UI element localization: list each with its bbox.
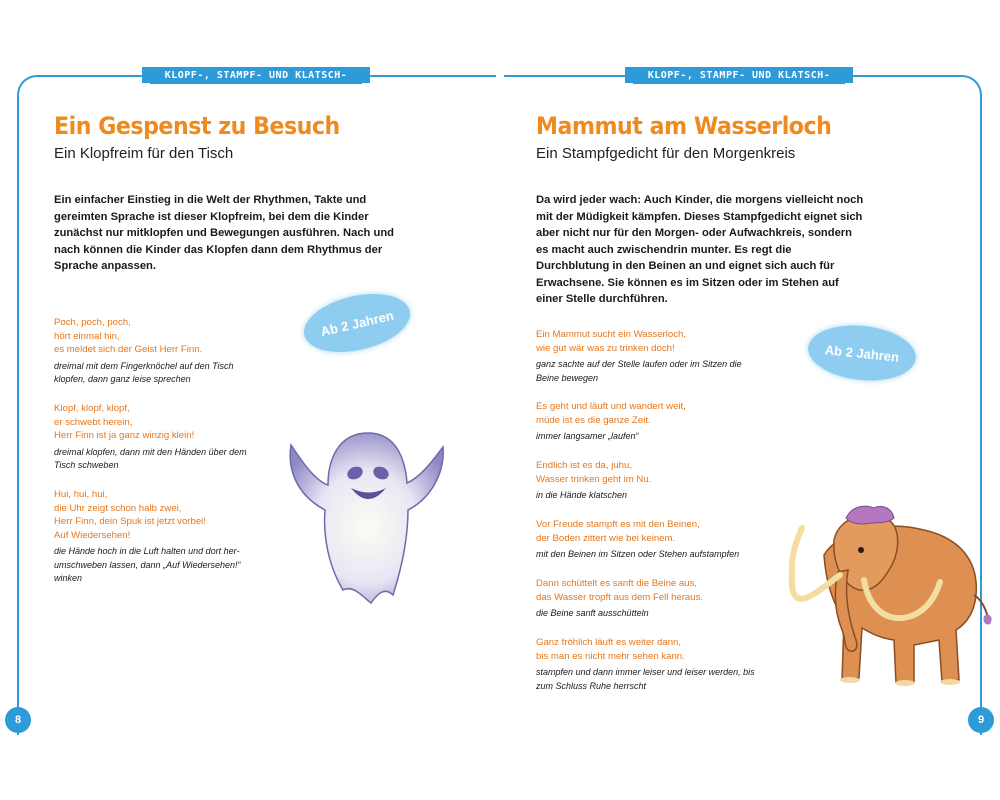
verse-line: Dann schüttelt es sanft die Beine aus,: [536, 578, 698, 589]
verse-line: Ganz fröhlich läuft es weiter dann,: [536, 637, 682, 648]
verse-line: er schwebt herein,: [54, 416, 133, 428]
page-title-left: Ein Gespenst zu Besuch: [54, 112, 340, 140]
page-title-right: Mammut am Wasserloch: [536, 112, 832, 140]
instruction-text: dreimal mit dem Fingerknöchel auf den Tisch klopfen, dann ganz leise sprechen: [54, 360, 234, 385]
mammoth-illustration: [764, 500, 994, 695]
intro-text-left: Ein einfacher Einstieg in die Welt der Rhythmen, Takte und gereimten Sprache ist dieser Klopfreim, bei dem die Kinder zunächst nur mitklopfen und Bewegungen ausführen. Nach und nach können die Kinder das Klopfen dann dem Rhythmus der Sprache anpassen.: [54, 194, 394, 272]
section-banner-right: KLOPF-, STAMPF- UND KLATSCH-IDEEN: [633, 67, 845, 84]
page-subtitle-left: Ein Klopfreim für den Tisch: [54, 145, 234, 162]
verse-line: Hui, hui, hui,: [54, 489, 108, 500]
verse-line: Vor Freude stampft es mit den Beinen,: [536, 519, 700, 530]
verse-line: Klopf, klopf, klopf,: [54, 403, 130, 414]
verse-line: wie gut wär was zu trinken doch!: [536, 342, 675, 354]
gutter: [496, 60, 504, 100]
verse-line: bis man es nicht mehr sehen kann.: [536, 650, 685, 662]
verse-lines: [536, 328, 756, 355]
page-number-right: 9: [968, 707, 994, 733]
age-badge-left: Ab 2 Jahren: [298, 285, 415, 362]
section-banner-left: KLOPF-, STAMPF- UND KLATSCH-IDEEN: [150, 67, 362, 84]
stanza-block: [536, 577, 756, 621]
verse-lines: [536, 636, 756, 663]
instruction-text: stampfen und dann immer leiser und leiser werden, bis zum Schluss Ruhe herrscht: [536, 667, 755, 691]
stanza-block: [54, 488, 259, 586]
verse-line: Wasser trinken geht im Nu.: [536, 473, 652, 485]
verse-lines: [536, 459, 756, 486]
stanza-block: [536, 459, 756, 503]
verse-line: Poch, poch, poch,: [54, 317, 131, 328]
verse-lines: [54, 402, 259, 443]
verse-lines: [536, 518, 756, 545]
stanza-block: [536, 518, 756, 562]
verse-line: Endlich ist es da, juhu,: [536, 460, 632, 471]
instruction-text: dreimal klopfen, dann mit den Händen über dem Tisch schweben: [54, 446, 247, 471]
verse-line: es meldet sich der Geist Herr Finn.: [54, 344, 203, 356]
verse-line: Herr Finn ist ja ganz winzig klein!: [54, 430, 195, 442]
intro-text-right: Da wird jeder wach: Auch Kinder, die morgens vielleicht noch mit der Müdigkeit kämpfen. Dieses Stampfgedicht eignet sich aber nicht nur für den Morgen- oder Aufwachkreis, sondern es macht auch zwischendrin munter. Es regt die Durchblutung in den Beinen an und eignet sich auch für Erwachsene. Sie können es im Sitzen oder im Stehen auf einer Stelle durchführen.: [536, 194, 864, 305]
verse-lines: [536, 400, 756, 427]
instruction-text: immer langsamer „laufen“: [536, 431, 639, 442]
stanza-block: [536, 328, 756, 385]
instruction-text: die Beine sanft ausschütteln: [536, 608, 649, 619]
stanza-block: [54, 316, 259, 387]
verse-line: das Wasser tropft aus dem Fell heraus.: [536, 591, 704, 603]
instruction-text: die Hände hoch in die Luft halten und dort her-umschweben lassen, dann „Auf Wiedersehen!“ winken: [54, 546, 241, 584]
ghost-illustration: [283, 425, 453, 610]
page-subtitle-right: Ein Stampfgedicht für den Morgenkreis: [536, 145, 796, 162]
verse-lines: [54, 488, 259, 542]
verse-line: müde ist es die ganze Zeit.: [536, 414, 651, 426]
stanza-block: [54, 402, 259, 473]
verse-lines: [536, 577, 756, 604]
instruction-text: in die Hände klatschen: [536, 490, 628, 501]
verse-line: Herr Finn, dein Spuk ist jetzt vorbei!: [54, 516, 206, 528]
verse-line: die Uhr zeigt schon halb zwei,: [54, 502, 182, 514]
age-badge-right: Ab 2 Jahren: [805, 321, 918, 386]
verse-line: der Boden zittert wie bei keinem.: [536, 532, 676, 544]
verse-line: Ein Mammut sucht ein Wasserloch,: [536, 329, 686, 340]
instruction-text: ganz sachte auf der Stelle laufen oder im Sitzen die Beine bewegen: [536, 359, 742, 383]
verse-lines: [54, 316, 259, 357]
stanza-block: [536, 400, 756, 444]
verse-line: Auf Wiedersehen!: [54, 529, 131, 541]
verse-line: Es geht und läuft und wandert weit,: [536, 401, 686, 412]
instruction-text: mit den Beinen im Sitzen oder Stehen aufstampfen: [536, 549, 740, 560]
page-number-left: 8: [5, 707, 31, 733]
stanza-block: [536, 636, 756, 693]
verse-line: hört einmal hin,: [54, 330, 120, 342]
